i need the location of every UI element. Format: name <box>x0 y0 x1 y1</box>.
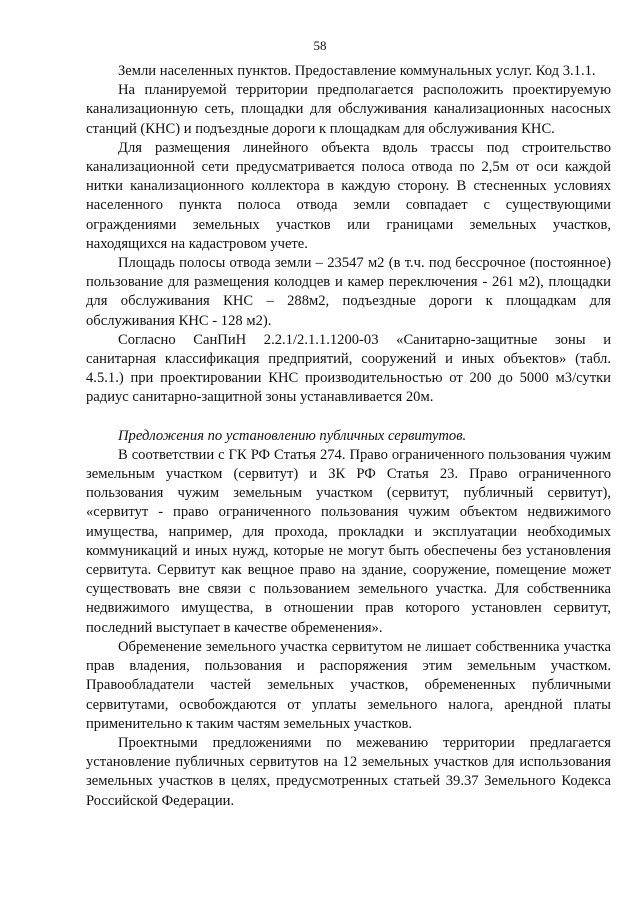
paragraph-sanpin: Согласно СанПиН 2.2.1/2.1.1.1200-03 «Санитарно-защитные зоны и санитарная классификация предприятий, сооружений и иных объектов» (табл. 4.5.1.) при проектировании КНС производительностью от 200 до 5000 м3/сутки радиус санитарно-защитной зоны устанавливается 20м. <box>86 331 611 406</box>
paragraph-proposals: Проектными предложениями по межеванию территории предлагается установление публичных сервитутов на 12 земельных участков для использования земельных участков в целях, предусмотренных статьей 39.37 Земельного Кодекса Российской Федерации. <box>86 734 611 809</box>
paragraph-area: Площадь полосы отвода земли – 23547 м2 (в т.ч. под бессрочное (постоянное) пользование для размещения колодцев и камер переключения - 261 м2), площадки для обслуживания КНС – 288м2, подъездные дороги к площадкам для обслуживания КНС - 128 м2). <box>86 255 611 329</box>
section-heading: Предложения по установлению публичных сервитутов. <box>118 427 467 444</box>
paragraph-land-category: Земли населенных пунктов. Предоставление коммунальных услуг. Код 3.1.1. <box>118 63 596 79</box>
document-body <box>86 62 611 811</box>
page-number: 58 <box>313 38 327 53</box>
paragraph-planned-territory: На планируемой территории предполагается расположить проектируемую канализационную сеть, площадки для обслуживания канализационных насосных станций (КНС) и подъездные дороги к площадкам для обслуживания КНС. <box>86 82 611 137</box>
paragraph-right-of-way: Для размещения линейного объекта вдоль трассы под строительство канализационной сети предусматривается полоса отвода по 2,5м от оси каждой нитки канализационного коллектора в каждую сторону. В стесненных условиях населенного пункта полоса отвода земли совпадает с существующими ограждениями земельных участков или границами земельных участков, находящихся на кадастровом учете. <box>86 139 611 252</box>
paragraph-servitude-definition: В соответствии с ГК РФ Статья 274. Право ограниченного пользования чужим земельным участком (сервитут) и ЗК РФ Статья 23. Право ограниченного пользования чужим земельным участком (сервитут, публичный сервитут), «сервитут - право ограниченного пользования чужим объектом недвижимого имущества, например, для прохода, прокладки и эксплуатации необходимых коммуникаций и иных нужд, которые не могут быть обеспечены без установления сервитута. Сервитут как вещное право на здание, сооружение, помещение может существовать вне связи с пользованием земельного участка. Для собственника недвижимого имущества, в отношении прав которого установлен сервитут, последний выступает в качестве обременения». <box>86 446 611 636</box>
paragraph-encumbrance: Обременение земельного участка сервитутом не лишает собственника участка прав владения, пользования и распоряжения этим земельным участком. Правообладатели частей земельных участков, обремененных публичными сервитутами, освобождаются от уплаты земельного налога, арендной платы применительно к таким частям земельных участков. <box>86 638 611 732</box>
